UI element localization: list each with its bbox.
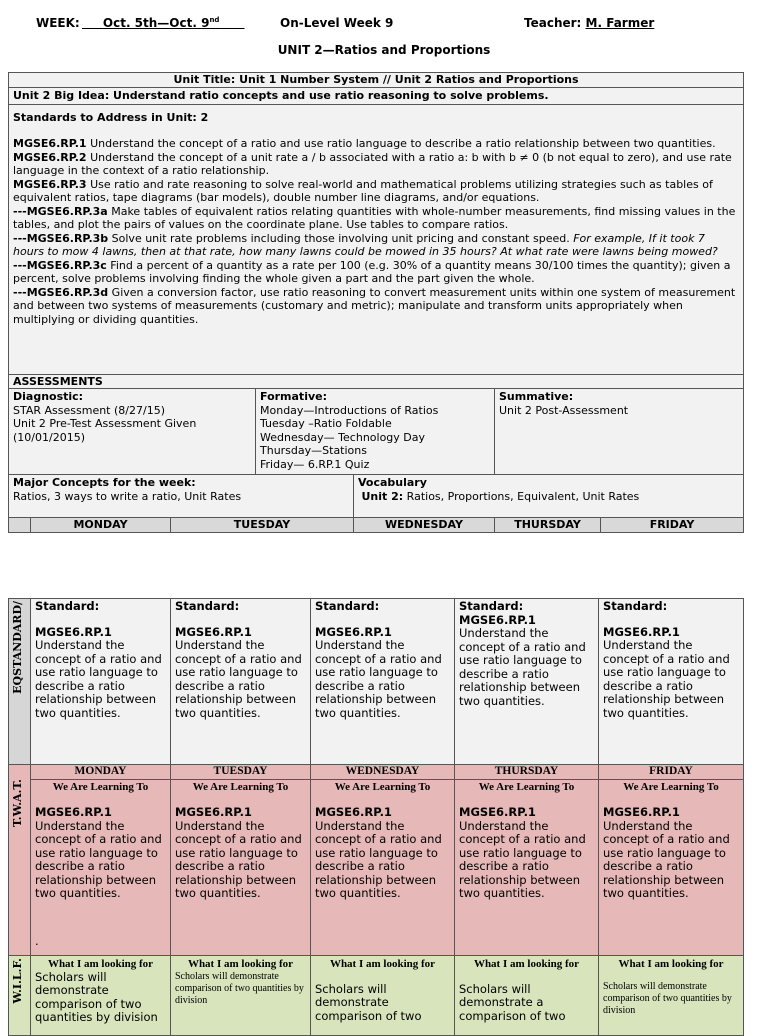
teacher-label: Teacher: M. Farmer	[524, 16, 655, 30]
standard-description: Understand the concept of a ratio and use ratio language to describe a ratio relationship between two quantities.	[175, 638, 302, 720]
day-header: THURSDAY	[495, 518, 601, 533]
major-concepts-text: Ratios, 3 ways to write a ratio, Unit Rates	[13, 489, 242, 503]
standard-item: MGSE6.RP.3 Use ratio and rate reasoning to solve real-world and mathematical problems utilizing strategies such as tables of equivalent ratios, tape diagrams (bar models), double number line diagrams, and/or equations.	[13, 177, 713, 204]
standard-label: Standard:	[175, 599, 240, 613]
spacer	[175, 614, 306, 626]
major-concepts-cell	[9, 475, 354, 518]
standard-description: Understand the concept of a ratio and use ratio language to describe a ratio relationship between two quantities.	[35, 638, 162, 720]
twat-description: Understand the concept of a ratio and use ratio language to describe a ratio relationship between two quantities.	[175, 818, 302, 900]
standards-section	[9, 104, 744, 374]
standard-label: Standard:	[315, 599, 380, 613]
day-header: FRIDAY	[601, 518, 744, 533]
wilf-heading: What I am looking for	[618, 957, 724, 970]
twat-description: Understand the concept of a ratio and use ratio language to describe a ratio relationship between two quantities.	[459, 818, 586, 900]
day-header: MONDAY	[31, 518, 171, 533]
wilf-text: Scholars will demonstrate a comparison of two	[459, 981, 566, 1023]
day-header: FRIDAY	[599, 765, 744, 780]
days-corner	[9, 518, 31, 533]
formative-line: Friday— 6.RP.1 Quiz	[260, 457, 370, 471]
standard-cell	[599, 599, 744, 765]
week-label: WEEK:	[36, 16, 80, 30]
diagnostic-label: Diagnostic:	[13, 390, 84, 403]
week-value: Oct. 5th—Oct. 9nd	[102, 16, 220, 30]
twat-description: Understand the concept of a ratio and use ratio language to describe a ratio relationship between two quantities.	[35, 818, 162, 900]
standard-label: Standard:	[603, 599, 668, 613]
wilf-side-label: W.I.L.F.	[9, 955, 31, 1035]
standard-code: MGSE6.RP.1	[175, 624, 252, 639]
twat-heading: We Are Learning To	[478, 780, 575, 793]
standard-cell	[455, 599, 599, 765]
standard-item: MGSE6.RP.2 Understand the concept of a unit rate a / b associated with a ratio a: b with b ≠ 0 (b not equal to zero), and use rate language in the context of a ratio relationship.	[13, 150, 732, 177]
day-header: WEDNESDAY	[311, 765, 455, 780]
standard-item: ---MGSE6.RP.3d Given a conversion factor, use ratio reasoning to convert measurement units within one system of measurement and between two systems of measurements (customary and metric); manipulate and transform units appropriately when multiplying or dividing quantities.	[13, 285, 736, 326]
summative-cell	[495, 389, 744, 475]
diagnostic-cell	[9, 389, 256, 475]
twat-heading: We Are Learning To	[192, 780, 289, 793]
standard-description: Understand the concept of a ratio and use ratio language to describe a ratio relationship between two quantities.	[603, 638, 730, 720]
twat-cell	[31, 779, 171, 955]
eqstandard-side-label: EQSTANDARD/	[9, 599, 31, 765]
wilf-cell	[31, 955, 171, 1035]
standard-cell	[31, 599, 171, 765]
standard-item: ---MGSE6.RP.3b Solve unit rate problems including those involving unit pricing and constant speed. For example, If it took 7 hours to mow 4 lawns, then at that rate, how many lawns could be mowed in 35 hours? At what rate were lawns being mowed?	[13, 231, 718, 258]
twat-code: MGSE6.RP.1	[315, 805, 392, 819]
unit-heading: UNIT 2—Ratios and Proportions	[277, 43, 491, 57]
big-idea: Unit 2 Big Idea: Understand ratio concepts and use ratio reasoning to solve problems.	[9, 87, 744, 104]
twat-cell	[455, 779, 599, 955]
twat-code: MGSE6.RP.1	[35, 805, 112, 819]
standard-description: Understand the concept of a ratio and use ratio language to describe a ratio relationship between two quantities.	[459, 626, 586, 708]
spacer	[603, 614, 739, 626]
standard-item: MGSE6.RP.1 Understand the concept of a ratio and use ratio language to describe a ratio relationship between two quantities.	[13, 137, 716, 150]
wilf-heading: What I am looking for	[329, 957, 436, 970]
twat-description: Understand the concept of a ratio and use ratio language to describe a ratio relationship between two quantities.	[315, 818, 442, 900]
standard-label: Standard:	[35, 599, 100, 613]
twat-heading: We Are Learning To	[334, 780, 431, 793]
wilf-text: Scholars will demonstrate comparison of two quantities by division	[35, 969, 158, 1024]
wilf-text: Scholars will demonstrate comparison of two	[315, 981, 422, 1023]
twat-side-label: T.W.A.T.	[9, 765, 31, 956]
twat-code: MGSE6.RP.1	[175, 805, 252, 819]
level-label: On-Level Week 9	[280, 16, 394, 30]
major-concepts-label: Major Concepts for the week:	[13, 476, 196, 489]
formative-line: Wednesday— Technology Day	[260, 430, 426, 444]
weekly-plan-table	[8, 598, 744, 1036]
standard-code: MGSE6.RP.1	[35, 624, 112, 639]
unit-title: Unit Title: Unit 1 Number System // Unit 2 Ratios and Proportions	[9, 73, 744, 88]
day-header: TUESDAY	[171, 518, 354, 533]
formative-label: Formative:	[260, 390, 327, 403]
spacer	[315, 971, 450, 983]
wilf-cell	[171, 955, 311, 1035]
twat-cell	[599, 779, 744, 955]
formative-line: Tuesday –Ratio Foldable	[260, 417, 392, 430]
formative-cell	[256, 389, 495, 475]
diagnostic-line: Unit 2 Pre-Test Assessment Given	[13, 417, 197, 430]
standard-label: Standard:	[459, 599, 524, 613]
spacer	[459, 971, 594, 983]
wilf-heading: What I am looking for	[47, 957, 154, 970]
unit-overview-table	[8, 72, 744, 533]
summative-label: Summative:	[499, 390, 574, 403]
wilf-heading: What I am looking for	[473, 957, 580, 970]
wilf-cell	[455, 955, 599, 1035]
twat-heading: We Are Learning To	[52, 780, 149, 793]
twat-cell	[171, 779, 311, 955]
vocabulary-label: Vocabulary	[358, 476, 427, 489]
assessments-heading: ASSESSMENTS	[9, 374, 744, 389]
day-header: WEDNESDAY	[354, 518, 495, 533]
twat-code: MGSE6.RP.1	[459, 805, 536, 819]
twat-cell	[311, 779, 455, 955]
standard-item: ---MGSE6.RP.3c Find a percent of a quantity as a rate per 100 (e.g. 30% of a quantity means 30/100 times the quantity); given a percent, solve problems involving finding the whole given a part and the part given the whole.	[13, 258, 731, 285]
spacer	[315, 614, 450, 626]
standard-item: ---MGSE6.RP.3a Make tables of equivalent ratios relating quantities with whole-number measurements, find missing values in the tables, and plot the pairs of values on the coordinate plane. Use tables to compare ratios.	[13, 204, 736, 231]
diagnostic-line: STAR Assessment (8/27/15)	[13, 403, 165, 417]
wilf-cell	[599, 955, 744, 1035]
standard-cell	[311, 599, 455, 765]
wilf-text: Scholars will demonstrate comparison of two quantities by division	[175, 970, 304, 1006]
day-header: MONDAY	[31, 765, 171, 780]
standard-cell	[171, 599, 311, 765]
standard-code: MGSE6.RP.1	[459, 612, 536, 627]
twat-dot: .	[35, 933, 39, 948]
standards-heading: Standards to Address in Unit: 2	[13, 110, 209, 124]
wilf-cell	[311, 955, 455, 1035]
day-header: THURSDAY	[455, 765, 599, 780]
spacer	[35, 614, 166, 626]
standard-code: MGSE6.RP.1	[603, 624, 680, 639]
standard-description: Understand the concept of a ratio and use ratio language to describe a ratio relationship between two quantities.	[315, 638, 442, 720]
wilf-heading: What I am looking for	[187, 957, 294, 970]
wilf-text: Scholars will demonstrate comparison of two quantities by division	[603, 980, 732, 1016]
standards-list	[13, 137, 739, 326]
diagnostic-line: (10/01/2015)	[13, 430, 85, 444]
twat-code: MGSE6.RP.1	[603, 805, 680, 819]
twat-description: Understand the concept of a ratio and use ratio language to describe a ratio relationship between two quantities.	[603, 818, 730, 900]
day-header: TUESDAY	[171, 765, 311, 780]
standard-code: MGSE6.RP.1	[315, 624, 392, 639]
summative-line: Unit 2 Post-Assessment	[499, 403, 629, 417]
vocabulary-text: Unit 2: Ratios, Proportions, Equivalent, Unit Rates	[361, 489, 640, 503]
twat-heading: We Are Learning To	[623, 780, 719, 793]
formative-line: Thursday—Stations	[260, 444, 367, 457]
vocabulary-cell	[354, 475, 744, 518]
formative-line: Monday—Introductions of Ratios	[260, 403, 439, 417]
